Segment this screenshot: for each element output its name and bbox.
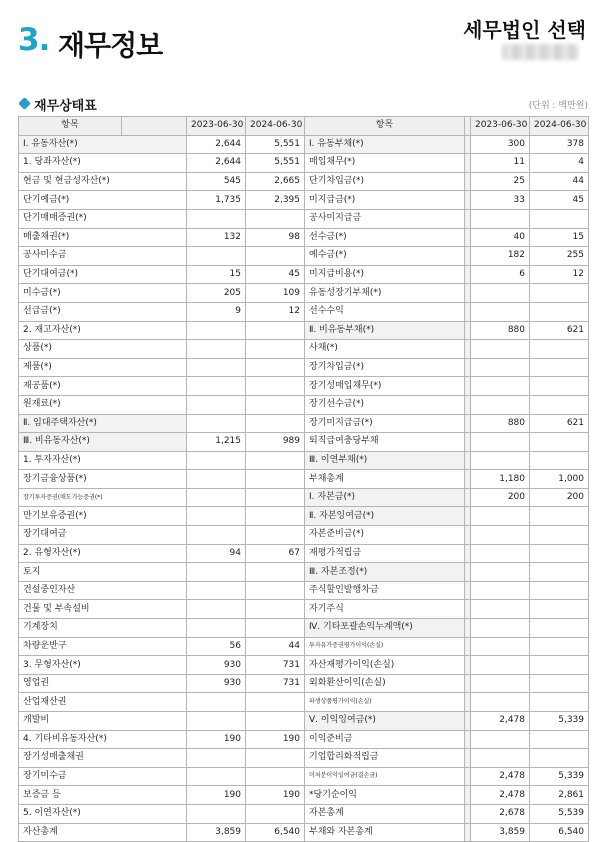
asset-value-2024: 2,665: [246, 172, 305, 191]
liability-value-2024: [530, 674, 589, 693]
table-row: [19, 619, 589, 638]
asset-value-2024: [246, 209, 305, 228]
liability-value-2023: 25: [471, 172, 530, 191]
asset-value-2024: 989: [246, 433, 305, 452]
liability-value-2023: 6: [471, 265, 530, 284]
asset-item-label: 만기보유증권(*): [19, 507, 187, 526]
page-header: [0, 0, 600, 72]
liability-value-2023: [471, 674, 530, 693]
asset-value-2023: [187, 209, 246, 228]
liability-value-2024: [530, 302, 589, 321]
liability-value-2024: 200: [530, 488, 589, 507]
table-title: 재무상태표: [34, 99, 97, 114]
liability-item-label: 장기미지급금(*): [305, 414, 465, 433]
table-row: [19, 451, 589, 470]
table-row: [19, 340, 589, 359]
liability-item-label: 장기차입금(*): [305, 358, 465, 377]
table-row: [19, 674, 589, 693]
table-row: [19, 284, 589, 303]
liability-value-2024: 44: [530, 172, 589, 191]
asset-value-2024: [246, 712, 305, 731]
asset-value-2023: [187, 377, 246, 396]
blurred-contact-info: [502, 44, 578, 60]
table-row: [19, 693, 589, 712]
liability-item-label: 사채(*): [305, 340, 465, 359]
asset-item-label: 단기매매증권(*): [19, 209, 187, 228]
asset-value-2023: [187, 358, 246, 377]
liability-value-2024: [530, 749, 589, 768]
asset-value-2023: 190: [187, 786, 246, 805]
liability-value-2023: [471, 433, 530, 452]
asset-value-2024: [246, 581, 305, 600]
liability-value-2024: 5,539: [530, 804, 589, 823]
table-row: [19, 712, 589, 731]
table-row: [19, 730, 589, 749]
table-row: [19, 749, 589, 768]
table-row: [19, 247, 589, 266]
liability-value-2024: 1,000: [530, 470, 589, 489]
table-row: [19, 823, 589, 842]
asset-item-label: 5. 이연자산(*): [19, 804, 187, 823]
liability-item-label: 주식할인발행차금: [305, 581, 465, 600]
liability-item-label: 미지급비용(*): [305, 265, 465, 284]
table-row: [19, 433, 589, 452]
table-row: [19, 358, 589, 377]
liability-item-label: 자본총계: [305, 804, 465, 823]
asset-value-2024: [246, 488, 305, 507]
asset-item-label: 장기대여금: [19, 526, 187, 545]
table-row: [19, 395, 589, 414]
asset-item-label: 제품(*): [19, 358, 187, 377]
liability-item-label: 선수수익: [305, 302, 465, 321]
asset-value-2023: 2,644: [187, 135, 246, 154]
liability-value-2023: [471, 340, 530, 359]
liability-value-2023: [471, 600, 530, 619]
column-header: 항목: [305, 117, 465, 136]
asset-value-2024: [246, 470, 305, 489]
asset-value-2024: [246, 414, 305, 433]
liability-value-2023: 2,678: [471, 804, 530, 823]
asset-value-2023: 190: [187, 730, 246, 749]
liability-item-label: 파생상품평가이익(손실): [305, 693, 465, 712]
liability-item-label: 예수금(*): [305, 247, 465, 266]
asset-value-2024: [246, 340, 305, 359]
asset-item-label: 매출채권(*): [19, 228, 187, 247]
liability-item-label: *당기순이익: [305, 786, 465, 805]
firm-name: 세무법인 선택: [463, 18, 586, 42]
liability-value-2024: [530, 377, 589, 396]
asset-value-2024: 5,551: [246, 135, 305, 154]
asset-value-2024: [246, 358, 305, 377]
liability-value-2024: [530, 433, 589, 452]
asset-item-label: 선급금(*): [19, 302, 187, 321]
asset-value-2023: 132: [187, 228, 246, 247]
asset-item-label: 차량운반구: [19, 637, 187, 656]
asset-value-2024: 5,551: [246, 154, 305, 173]
liability-item-label: 장기선수금(*): [305, 395, 465, 414]
liability-value-2023: 33: [471, 191, 530, 210]
asset-value-2023: 3,859: [187, 823, 246, 842]
liability-value-2024: [530, 507, 589, 526]
asset-value-2023: 930: [187, 656, 246, 675]
asset-value-2023: 1,735: [187, 191, 246, 210]
table-row: [19, 600, 589, 619]
liability-item-label: 기업합리화적립금: [305, 749, 465, 768]
asset-value-2023: 545: [187, 172, 246, 191]
asset-item-label: 산업재산권: [19, 693, 187, 712]
asset-value-2023: 1,215: [187, 433, 246, 452]
liability-value-2024: [530, 563, 589, 582]
table-row: [19, 786, 589, 805]
liability-item-label: 부채와 자본총계: [305, 823, 465, 842]
asset-item-label: 단기예금(*): [19, 191, 187, 210]
liability-value-2023: 3,859: [471, 823, 530, 842]
liability-item-label: Ⅰ. 유동부채(*): [305, 135, 465, 154]
asset-item-label: 3. 무형자산(*): [19, 656, 187, 675]
asset-value-2023: 205: [187, 284, 246, 303]
asset-item-label: 단기대여금(*): [19, 265, 187, 284]
asset-item-label: 원재료(*): [19, 395, 187, 414]
table-row: [19, 191, 589, 210]
liability-item-label: 유동성장기부채(*): [305, 284, 465, 303]
asset-item-label: 장기성매출채권: [19, 749, 187, 768]
liability-item-label: Ⅱ. 비유동부채(*): [305, 321, 465, 340]
asset-value-2024: 6,540: [246, 823, 305, 842]
asset-value-2023: [187, 767, 246, 786]
liability-value-2024: [530, 358, 589, 377]
liability-item-label: 자기주식: [305, 600, 465, 619]
asset-value-2024: [246, 767, 305, 786]
asset-item-label: 장기투자증권(매도가능증권(*): [19, 488, 187, 507]
liability-item-label: 미지급금(*): [305, 191, 465, 210]
asset-item-label: 건설중인자산: [19, 581, 187, 600]
asset-value-2024: [246, 377, 305, 396]
asset-item-label: Ⅰ. 유동자산(*): [19, 135, 187, 154]
liability-value-2023: 1,180: [471, 470, 530, 489]
liability-value-2023: 200: [471, 488, 530, 507]
liability-value-2024: 621: [530, 414, 589, 433]
liability-value-2024: [530, 284, 589, 303]
asset-value-2023: [187, 321, 246, 340]
table-row: [19, 377, 589, 396]
asset-value-2024: [246, 749, 305, 768]
table-row: [19, 172, 589, 191]
asset-item-label: 개발비: [19, 712, 187, 731]
liability-value-2024: [530, 693, 589, 712]
liability-value-2024: [530, 637, 589, 656]
asset-item-label: Ⅲ. 비유동자산(*): [19, 433, 187, 452]
table-row: [19, 154, 589, 173]
table-row: [19, 637, 589, 656]
asset-value-2024: [246, 619, 305, 638]
asset-value-2023: [187, 507, 246, 526]
unit-note: (단위 : 백만원): [528, 101, 588, 111]
asset-value-2024: 109: [246, 284, 305, 303]
liability-item-label: 미처분이익잉여금(결손금): [305, 767, 465, 786]
liability-item-label: 외화환산이익(손실): [305, 674, 465, 693]
liability-value-2024: 15: [530, 228, 589, 247]
column-header: 2024-06-30: [530, 117, 589, 136]
table-row: [19, 209, 589, 228]
liability-value-2023: 880: [471, 321, 530, 340]
asset-value-2024: [246, 321, 305, 340]
liability-value-2024: [530, 526, 589, 545]
liability-value-2024: 2,861: [530, 786, 589, 805]
asset-value-2024: [246, 507, 305, 526]
asset-value-2023: [187, 693, 246, 712]
liability-value-2023: 880: [471, 414, 530, 433]
asset-value-2024: 12: [246, 302, 305, 321]
table-row: [19, 135, 589, 154]
asset-value-2024: 2,395: [246, 191, 305, 210]
asset-item-label: 1. 당좌자산(*): [19, 154, 187, 173]
asset-value-2023: [187, 712, 246, 731]
asset-item-label: 공사미수금: [19, 247, 187, 266]
table-row: [19, 302, 589, 321]
asset-value-2023: [187, 451, 246, 470]
column-header: 항목: [19, 117, 122, 136]
liability-item-label: 재평가적립금: [305, 544, 465, 563]
asset-value-2023: [187, 395, 246, 414]
liability-value-2024: 45: [530, 191, 589, 210]
liability-item-label: Ⅲ. 자본조정(*): [305, 563, 465, 582]
liability-value-2024: [530, 581, 589, 600]
asset-value-2024: [246, 451, 305, 470]
asset-value-2024: 67: [246, 544, 305, 563]
asset-value-2023: [187, 247, 246, 266]
liability-value-2024: 5,339: [530, 767, 589, 786]
liability-item-label: 부채총계: [305, 470, 465, 489]
liability-value-2023: [471, 656, 530, 675]
liability-item-label: 공사미지급금: [305, 209, 465, 228]
asset-value-2024: 45: [246, 265, 305, 284]
asset-item-label: 자산총계: [19, 823, 187, 842]
liability-value-2023: [471, 395, 530, 414]
liability-value-2024: [530, 600, 589, 619]
asset-value-2024: [246, 395, 305, 414]
asset-item-label: 재공품(*): [19, 377, 187, 396]
table-row: [19, 563, 589, 582]
table-row: [19, 767, 589, 786]
liability-value-2023: [471, 507, 530, 526]
liability-value-2024: 621: [530, 321, 589, 340]
asset-value-2024: 44: [246, 637, 305, 656]
liability-value-2024: 4: [530, 154, 589, 173]
asset-item-label: 기계장치: [19, 619, 187, 638]
asset-value-2023: [187, 470, 246, 489]
liability-item-label: Ⅱ. 자본잉여금(*): [305, 507, 465, 526]
asset-value-2024: [246, 247, 305, 266]
asset-value-2024: [246, 600, 305, 619]
liability-value-2023: [471, 749, 530, 768]
asset-value-2024: 731: [246, 674, 305, 693]
asset-item-label: 미수금(*): [19, 284, 187, 303]
liability-item-label: Ⅴ. 이익잉여금(*): [305, 712, 465, 731]
liability-value-2023: [471, 693, 530, 712]
liability-value-2023: [471, 302, 530, 321]
column-header: 2023-06-30: [471, 117, 530, 136]
table-row: [19, 526, 589, 545]
liability-value-2023: 40: [471, 228, 530, 247]
asset-value-2023: 930: [187, 674, 246, 693]
asset-item-label: 4. 기타비유동자산(*): [19, 730, 187, 749]
liability-value-2023: [471, 637, 530, 656]
asset-item-label: 영업권: [19, 674, 187, 693]
asset-value-2024: 190: [246, 730, 305, 749]
asset-value-2023: [187, 340, 246, 359]
asset-item-label: 1. 투자자산(*): [19, 451, 187, 470]
table-row: [19, 488, 589, 507]
table-row: [19, 414, 589, 433]
liability-item-label: 선수금(*): [305, 228, 465, 247]
liability-item-label: Ⅲ. 이연부채(*): [305, 451, 465, 470]
liability-value-2024: 6,540: [530, 823, 589, 842]
liability-value-2023: [471, 526, 530, 545]
table-row: [19, 321, 589, 340]
liability-value-2023: 300: [471, 135, 530, 154]
liability-value-2024: 255: [530, 247, 589, 266]
table-row: [19, 470, 589, 489]
liability-value-2023: [471, 581, 530, 600]
asset-value-2023: 15: [187, 265, 246, 284]
asset-value-2024: [246, 526, 305, 545]
asset-value-2023: [187, 563, 246, 582]
liability-item-label: 매입채무(*): [305, 154, 465, 173]
asset-value-2024: [246, 563, 305, 582]
asset-value-2023: [187, 414, 246, 433]
liability-value-2024: [530, 619, 589, 638]
asset-value-2023: [187, 600, 246, 619]
balance-sheet-table: [18, 116, 589, 842]
liability-value-2023: [471, 451, 530, 470]
liability-item-label: 자산재평가이익(손실): [305, 656, 465, 675]
diamond-bullet-icon: [18, 97, 31, 110]
liability-item-label: 투자유가증권평가이익(손실): [305, 637, 465, 656]
table-header-row: [19, 117, 589, 136]
table-row: [19, 581, 589, 600]
column-header: [122, 117, 187, 136]
liability-value-2024: 5,339: [530, 712, 589, 731]
liability-value-2024: 12: [530, 265, 589, 284]
liability-value-2024: [530, 340, 589, 359]
asset-value-2023: 2,644: [187, 154, 246, 173]
asset-value-2024: [246, 693, 305, 712]
asset-value-2023: [187, 526, 246, 545]
liability-value-2024: [530, 544, 589, 563]
asset-item-label: Ⅱ. 임대주택자산(*): [19, 414, 187, 433]
asset-value-2023: 9: [187, 302, 246, 321]
table-row: [19, 228, 589, 247]
liability-item-label: Ⅰ. 자본금(*): [305, 488, 465, 507]
liability-item-label: 장기성매입채무(*): [305, 377, 465, 396]
liability-item-label: 퇴직급여충당부채: [305, 433, 465, 452]
section-title: 재무정보: [58, 29, 163, 62]
liability-value-2024: [530, 451, 589, 470]
asset-item-label: 장기미수금: [19, 767, 187, 786]
asset-value-2024: 190: [246, 786, 305, 805]
asset-item-label: 장기금융상품(*): [19, 470, 187, 489]
column-header: 2023-06-30: [187, 117, 246, 136]
asset-value-2024: [246, 804, 305, 823]
liability-value-2024: [530, 395, 589, 414]
asset-value-2023: [187, 488, 246, 507]
liability-value-2024: 378: [530, 135, 589, 154]
asset-value-2024: 731: [246, 656, 305, 675]
liability-value-2023: [471, 563, 530, 582]
liability-value-2023: [471, 284, 530, 303]
liability-value-2024: [530, 730, 589, 749]
liability-value-2023: 182: [471, 247, 530, 266]
column-header: 2024-06-30: [246, 117, 305, 136]
table-row: [19, 265, 589, 284]
liability-item-label: 이익준비금: [305, 730, 465, 749]
table-caption: [18, 95, 588, 113]
liability-value-2023: 2,478: [471, 712, 530, 731]
asset-item-label: 2. 재고자산(*): [19, 321, 187, 340]
liability-value-2023: 2,478: [471, 767, 530, 786]
liability-value-2023: [471, 209, 530, 228]
liability-value-2023: [471, 544, 530, 563]
asset-value-2023: 56: [187, 637, 246, 656]
table-row: [19, 507, 589, 526]
liability-value-2023: [471, 377, 530, 396]
asset-value-2023: [187, 749, 246, 768]
section-number: 3.: [18, 22, 50, 58]
asset-item-label: 현금 및 현금성자산(*): [19, 172, 187, 191]
table-row: [19, 804, 589, 823]
liability-item-label: Ⅳ. 기타포괄손익누계액(*): [305, 619, 465, 638]
asset-value-2024: 98: [246, 228, 305, 247]
asset-item-label: 보증금 등: [19, 786, 187, 805]
liability-item-label: 단기차입금(*): [305, 172, 465, 191]
asset-item-label: 건물 및 부속설비: [19, 600, 187, 619]
liability-value-2023: [471, 730, 530, 749]
table-row: [19, 656, 589, 675]
liability-value-2023: 11: [471, 154, 530, 173]
asset-item-label: 2. 유형자산(*): [19, 544, 187, 563]
asset-item-label: 토지: [19, 563, 187, 582]
liability-value-2024: [530, 209, 589, 228]
asset-value-2023: [187, 804, 246, 823]
asset-value-2023: [187, 581, 246, 600]
table-row: [19, 544, 589, 563]
liability-value-2024: [530, 656, 589, 675]
liability-value-2023: [471, 358, 530, 377]
asset-item-label: 상품(*): [19, 340, 187, 359]
liability-value-2023: 2,478: [471, 786, 530, 805]
asset-value-2023: 94: [187, 544, 246, 563]
liability-value-2023: [471, 619, 530, 638]
asset-value-2023: [187, 619, 246, 638]
liability-item-label: 자본준비금(*): [305, 526, 465, 545]
